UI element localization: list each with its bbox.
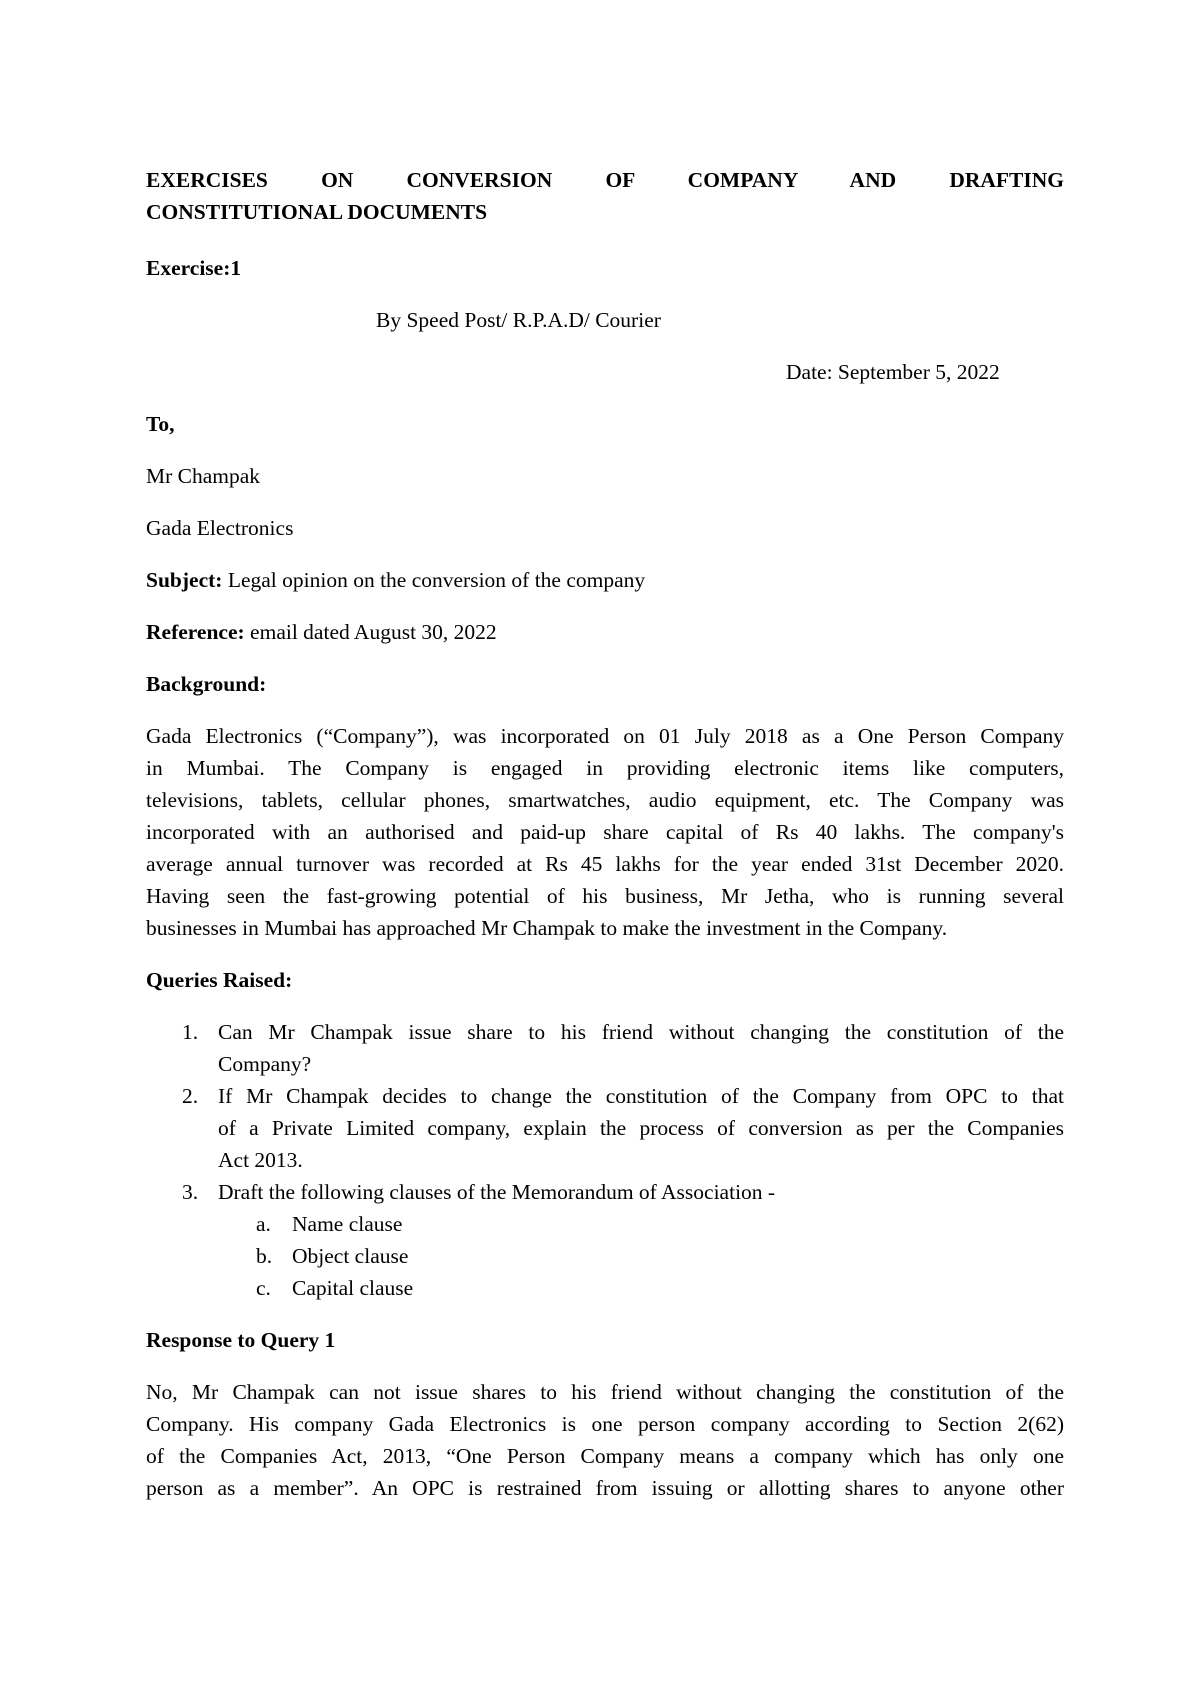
background-heading: Background: (146, 672, 267, 696)
reference-line (146, 616, 1064, 648)
paragraph-line: businesses in Mumbai has approached Mr Champak to make the investment in the Company. (146, 916, 948, 940)
exercise-label: Exercise:1 (146, 256, 242, 280)
list-item-number: 2. (182, 1084, 199, 1108)
list-item-line: If Mr Champak decides to change the constitution of the Company from OPC to that (218, 1084, 1064, 1108)
queries-list (146, 1016, 1064, 1208)
paragraph-line: of the Companies Act, 2013, “One Person Company means a company which has only one (146, 1444, 1064, 1468)
document-page (146, 164, 1064, 1504)
to-label: To, (146, 412, 175, 436)
recipient-org: Gada Electronics (146, 516, 294, 540)
list-item-line: Company? (218, 1052, 312, 1076)
paragraph-line: Company. His company Gada Electronics is one person company according to Section 2(62) (146, 1412, 1064, 1436)
date-line: Date: September 5, 2022 (786, 360, 1000, 384)
recipient-name: Mr Champak (146, 464, 261, 488)
background-paragraph (146, 720, 1064, 944)
queries-heading: Queries Raised: (146, 968, 293, 992)
title-line-1: EXERCISES ON CONVERSION OF COMPANY AND DRAFTING (146, 168, 1064, 192)
clause-sublist (146, 1208, 1064, 1304)
list-item-line: Can Mr Champak issue share to his friend without changing the constitution of the (218, 1020, 1064, 1044)
paragraph-line: average annual turnover was recorded at Rs 45 lakhs for the year ended 31st December 2020. (146, 852, 1064, 876)
paragraph-line: televisions, tablets, cellular phones, smartwatches, audio equipment, etc. The Company was (146, 788, 1064, 812)
list-item-line: of a Private Limited company, explain the process of conversion as per the Companies (218, 1116, 1064, 1140)
sub-list-item (146, 1240, 1064, 1272)
response-paragraph (146, 1376, 1064, 1504)
reference-text: email dated August 30, 2022 (244, 620, 497, 644)
list-item-number: 3. (182, 1180, 199, 1204)
paragraph-line: Gada Electronics (“Company”), was incorporated on 01 July 2018 as a One Person Company (146, 724, 1064, 748)
list-item (146, 1016, 1064, 1080)
subject-line (146, 564, 1064, 596)
title-line-2: CONSTITUTIONAL DOCUMENTS (146, 200, 488, 224)
response-heading: Response to Query 1 (146, 1328, 336, 1352)
sub-item-letter: b. (256, 1244, 273, 1268)
sub-item-text: Name clause (292, 1212, 403, 1236)
delivery-mode: By Speed Post/ R.P.A.D/ Courier (376, 308, 661, 332)
paragraph-line: Having seen the fast-growing potential of his business, Mr Jetha, who is running several (146, 884, 1064, 908)
sub-list-item (146, 1272, 1064, 1304)
sub-item-letter: a. (256, 1212, 271, 1236)
list-item (146, 1080, 1064, 1176)
paragraph-line: incorporated with an authorised and paid-up share capital of Rs 40 lakhs. The company's (146, 820, 1064, 844)
list-item-line: Act 2013. (218, 1148, 303, 1172)
paragraph-line: person as a member”. An OPC is restrained from issuing or allotting shares to anyone other (146, 1476, 1064, 1500)
paragraph-line: No, Mr Champak can not issue shares to his friend without changing the constitution of the (146, 1380, 1064, 1404)
sub-item-text: Capital clause (292, 1276, 414, 1300)
paragraph-line: in Mumbai. The Company is engaged in providing electronic items like computers, (146, 756, 1064, 780)
list-item-line: Draft the following clauses of the Memorandum of Association - (218, 1180, 776, 1204)
sub-item-text: Object clause (292, 1244, 409, 1268)
sub-list-item (146, 1208, 1064, 1240)
list-item-number: 1. (182, 1020, 199, 1044)
reference-label: Reference: (146, 620, 245, 644)
subject-label: Subject: (146, 568, 223, 592)
subject-text: Legal opinion on the conversion of the company (222, 568, 646, 592)
sub-item-letter: c. (256, 1276, 271, 1300)
list-item (146, 1176, 1064, 1208)
document-title (146, 164, 1064, 228)
